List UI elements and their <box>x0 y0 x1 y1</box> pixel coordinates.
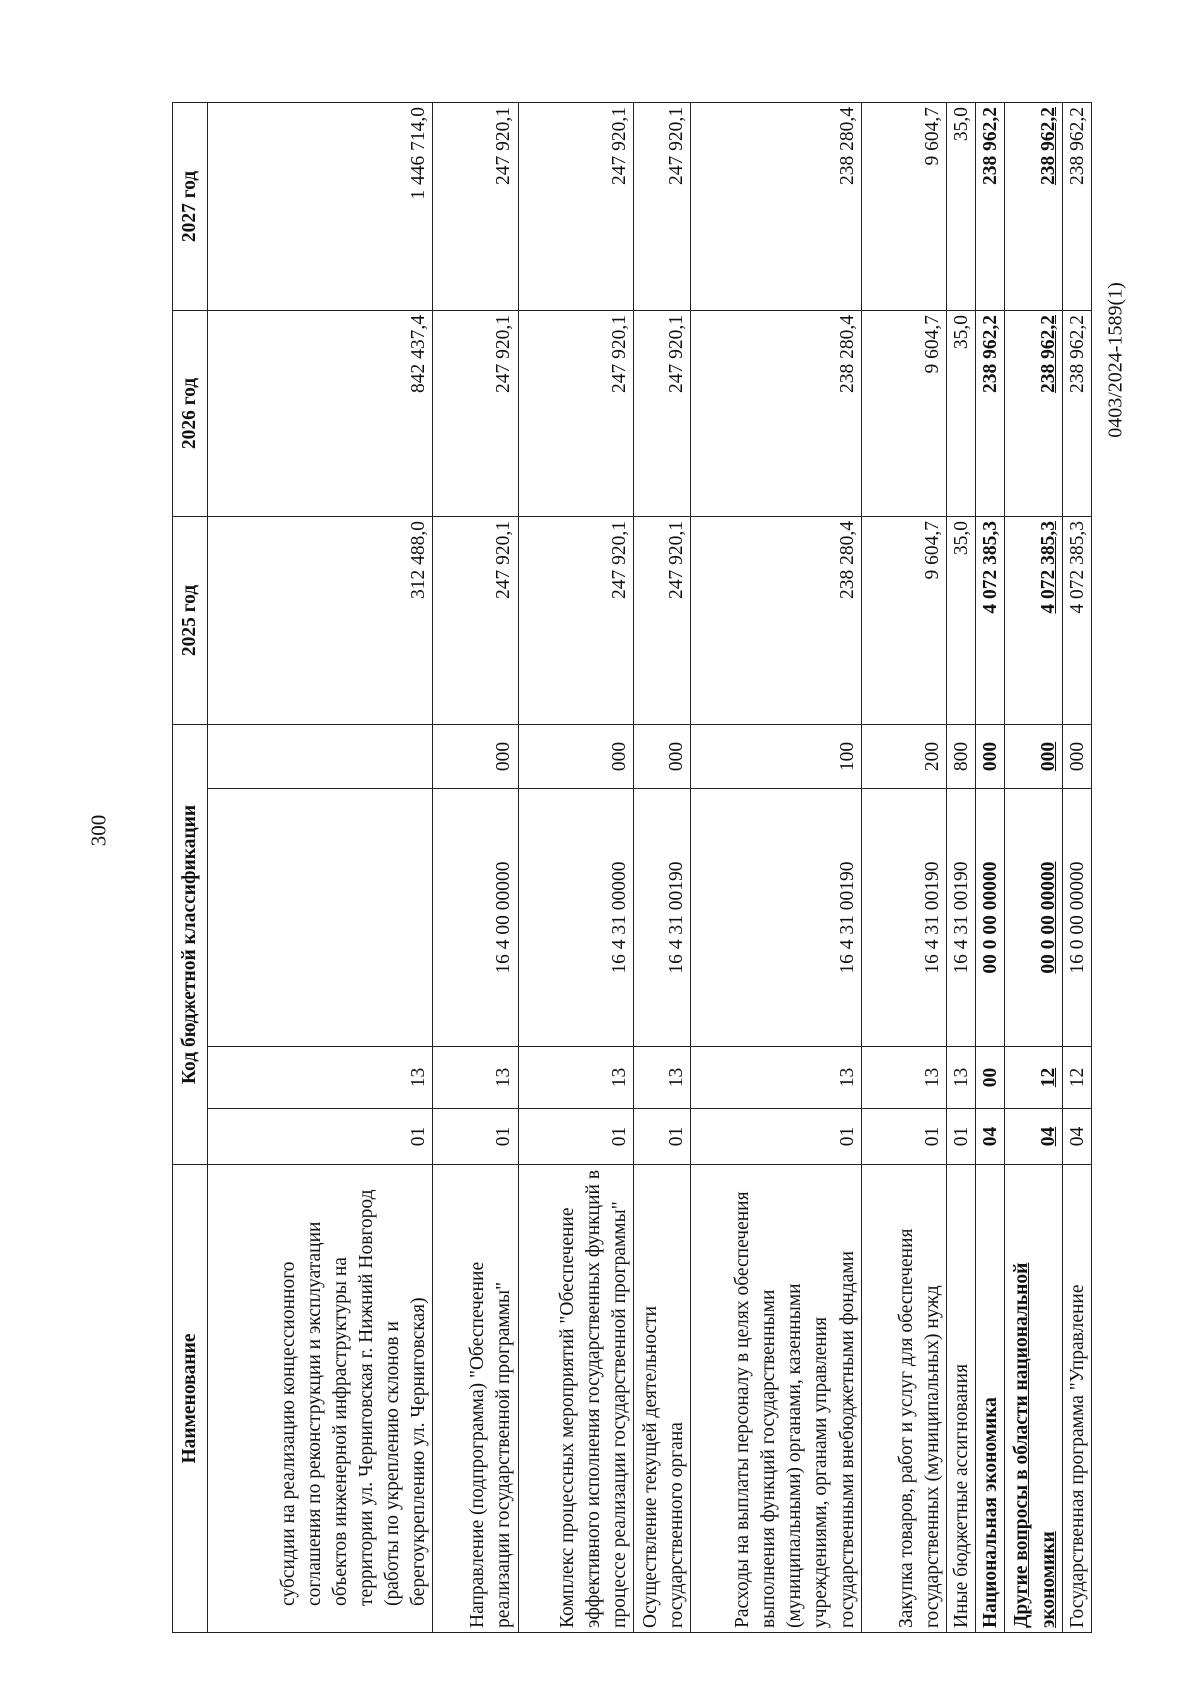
row-code-target: 00 0 00 00000 <box>976 789 1005 1047</box>
row-value-2027: 238 962,2 <box>976 103 1005 311</box>
budget-table-container <box>172 103 1092 1633</box>
header-name: Наименование <box>173 1165 208 1633</box>
row-code-section: 01 <box>208 1109 433 1165</box>
table-row <box>1062 103 1091 1633</box>
row-code-subsection: 13 <box>518 1047 633 1109</box>
header-2027: 2027 год <box>173 103 208 311</box>
row-code-type: 100 <box>691 725 861 789</box>
table-row <box>1005 103 1062 1633</box>
row-code-subsection: 13 <box>433 1047 518 1109</box>
row-name: Комплекс процессных мероприятий "Обеспечение эффективного исполнения государственных функций в процессе реализации государственной программы" <box>518 1165 633 1633</box>
row-code-subsection: 12 <box>1062 1047 1091 1109</box>
row-value-2026: 247 920,1 <box>633 311 690 517</box>
row-value-2026: 35,0 <box>946 311 975 517</box>
row-code-target <box>208 789 433 1047</box>
row-value-2025: 4 072 385,3 <box>1005 517 1062 725</box>
row-code-section: 04 <box>1005 1109 1062 1165</box>
row-value-2026: 238 962,2 <box>1005 311 1062 517</box>
row-value-2027: 9 604,7 <box>861 103 946 311</box>
row-value-2025: 247 920,1 <box>633 517 690 725</box>
row-value-2025: 247 920,1 <box>433 517 518 725</box>
row-value-2026: 247 920,1 <box>433 311 518 517</box>
row-code-target: 16 4 31 00190 <box>691 789 861 1047</box>
row-code-section: 01 <box>433 1109 518 1165</box>
row-value-2025: 35,0 <box>946 517 975 725</box>
row-code-type <box>208 725 433 789</box>
header-code: Код бюджетной классификации <box>173 725 208 1165</box>
row-value-2026: 238 280,4 <box>691 311 861 517</box>
row-code-subsection: 13 <box>861 1047 946 1109</box>
row-name: Расходы на выплаты персоналу в целях обеспечения выполнения функций государственными (муниципальными) органами, казенными учреждениями, органами управления государственными внебюджетными фондами <box>691 1165 861 1633</box>
row-code-section: 01 <box>691 1109 861 1165</box>
row-code-section: 04 <box>1062 1109 1091 1165</box>
row-value-2026: 9 604,7 <box>861 311 946 517</box>
row-code-section: 01 <box>861 1109 946 1165</box>
row-code-target: 16 0 00 00000 <box>1062 789 1091 1047</box>
row-name: Осуществление текущей деятельности государственного органа <box>633 1165 690 1633</box>
row-code-target: 16 4 31 00190 <box>861 789 946 1047</box>
row-value-2026: 247 920,1 <box>518 311 633 517</box>
row-value-2026: 842 437,4 <box>208 311 433 517</box>
row-value-2026: 238 962,2 <box>1062 311 1091 517</box>
row-value-2026: 238 962,2 <box>976 311 1005 517</box>
row-code-target: 16 4 00 00000 <box>433 789 518 1047</box>
row-name: Иные бюджетные ассигнования <box>946 1165 975 1633</box>
row-value-2025: 9 604,7 <box>861 517 946 725</box>
row-code-type: 000 <box>976 725 1005 789</box>
page-number: 300 <box>86 814 111 847</box>
row-code-subsection: 12 <box>1005 1047 1062 1109</box>
budget-table <box>172 102 1092 1633</box>
table-row <box>518 103 633 1633</box>
row-value-2027: 238 280,4 <box>691 103 861 311</box>
row-code-subsection: 00 <box>976 1047 1005 1109</box>
header-2026: 2026 год <box>173 311 208 517</box>
row-code-section: 04 <box>976 1109 1005 1165</box>
row-value-2027: 247 920,1 <box>433 103 518 311</box>
row-value-2025: 312 488,0 <box>208 517 433 725</box>
table-row <box>861 103 946 1633</box>
document-code: 0403/2024-1589(1) <box>1104 282 1127 438</box>
row-code-target: 16 4 31 00000 <box>518 789 633 1047</box>
row-code-type: 200 <box>861 725 946 789</box>
row-code-target: 00 0 00 00000 <box>1005 789 1062 1047</box>
row-value-2025: 238 280,4 <box>691 517 861 725</box>
table-row <box>691 103 861 1633</box>
header-2025: 2025 год <box>173 517 208 725</box>
row-code-section: 01 <box>518 1109 633 1165</box>
row-value-2025: 247 920,1 <box>518 517 633 725</box>
table-row <box>946 103 975 1633</box>
row-value-2025: 4 072 385,3 <box>976 517 1005 725</box>
table-row <box>433 103 518 1633</box>
row-code-subsection: 13 <box>691 1047 861 1109</box>
row-code-type: 800 <box>946 725 975 789</box>
table-header-row <box>173 103 208 1633</box>
row-code-section: 01 <box>946 1109 975 1165</box>
table-row <box>976 103 1005 1633</box>
row-code-target: 16 4 31 00190 <box>633 789 690 1047</box>
table-row <box>208 103 433 1633</box>
row-code-type: 000 <box>1062 725 1091 789</box>
row-code-section: 01 <box>633 1109 690 1165</box>
row-code-type: 000 <box>633 725 690 789</box>
row-code-type: 000 <box>1005 725 1062 789</box>
row-code-subsection: 13 <box>946 1047 975 1109</box>
row-value-2027: 238 962,2 <box>1005 103 1062 311</box>
row-value-2027: 1 446 714,0 <box>208 103 433 311</box>
row-code-subsection: 13 <box>633 1047 690 1109</box>
row-value-2027: 238 962,2 <box>1062 103 1091 311</box>
row-name: Другие вопросы в области национальной экономики <box>1005 1165 1062 1633</box>
row-value-2027: 247 920,1 <box>633 103 690 311</box>
row-value-2025: 4 072 385,3 <box>1062 517 1091 725</box>
row-value-2027: 35,0 <box>946 103 975 311</box>
row-name: Направление (подпрограмма) "Обеспечение реализации государственной программы" <box>433 1165 518 1633</box>
row-code-subsection: 13 <box>208 1047 433 1109</box>
row-code-type: 000 <box>518 725 633 789</box>
row-name: Закупка товаров, работ и услуг для обеспечения государственных (муниципальных) нужд <box>861 1165 946 1633</box>
row-code-type: 000 <box>433 725 518 789</box>
row-code-target: 16 4 31 00190 <box>946 789 975 1047</box>
row-name: Государственная программа "Управление <box>1062 1165 1091 1633</box>
row-name: субсидии на реализацию концессионного соглашения по реконструкции и эксплуатации объектов инженерной инфраструктуры на территории ул. Черниговская г. Нижний Новгород (работы по укреплению склонов и берегоукреплению ул. Черниговская) <box>208 1165 433 1633</box>
row-value-2027: 247 920,1 <box>518 103 633 311</box>
table-row <box>633 103 690 1633</box>
row-name: Национальная экономика <box>976 1165 1005 1633</box>
